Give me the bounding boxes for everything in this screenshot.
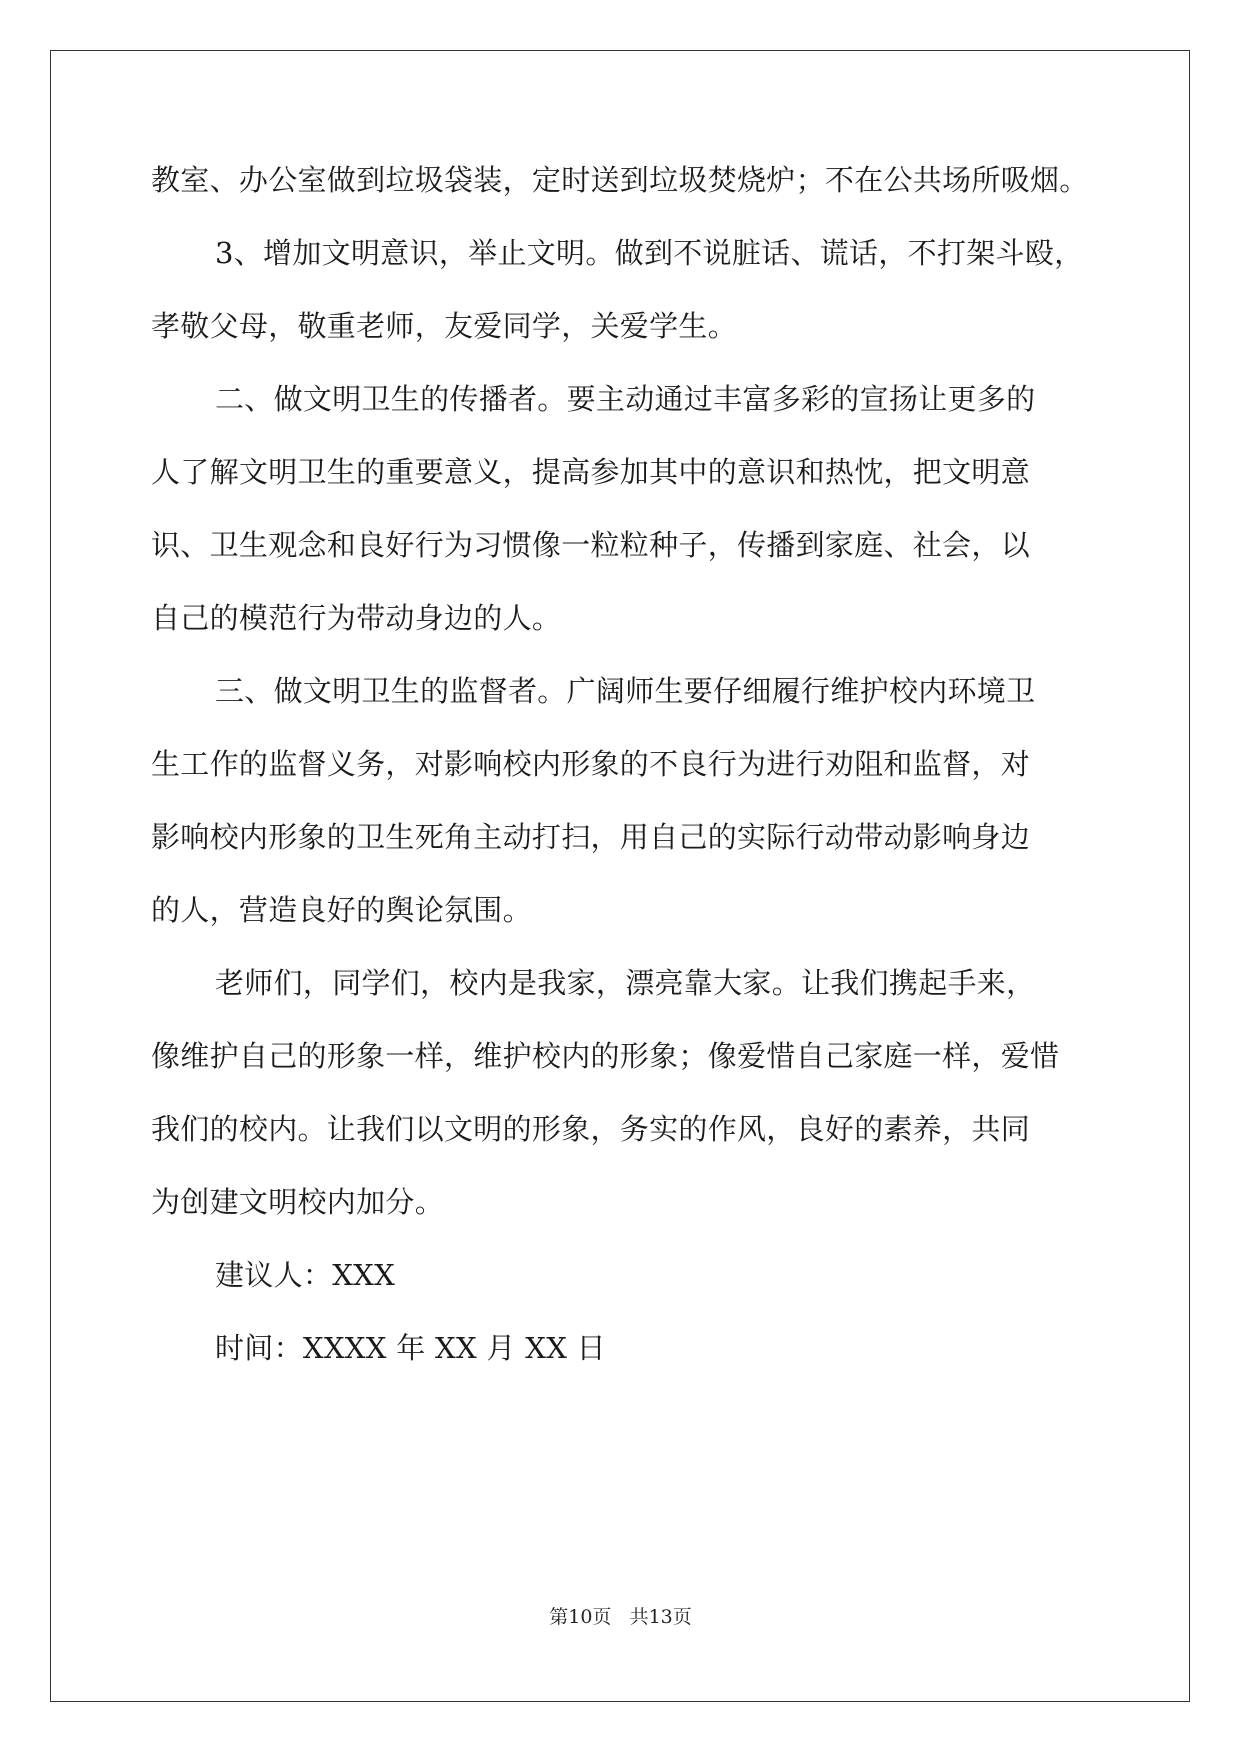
body-line-2: 3、增加文明意识，举止文明。做到不说脏话、谎话，不打架斗殴， [215,236,1084,270]
body-line-13: 像维护自己的形象一样，维护校内的形象；像爱惜自己家庭一样，爱惜 [151,1039,1060,1073]
body-line-4: 二、做文明卫生的传播者。要主动通过丰富多彩的宣扬让更多的 [215,382,1036,416]
signature-proposer: 建议人：XXX [215,1258,396,1292]
body-line-14: 我们的校内。让我们以文明的形象，务实的作风，良好的素养，共同 [151,1112,1031,1146]
body-line-9: 生工作的监督义务，对影响校内形象的不良行为进行劝阻和监督，对 [151,747,1031,781]
body-line-8: 三、做文明卫生的监督者。广阔师生要仔细履行维护校内环境卫 [215,674,1036,708]
page-total: 共13页 [629,1606,692,1628]
body-line-11: 的人，营造良好的舆论氛围。 [151,893,532,927]
body-line-12: 老师们，同学们，校内是我家，漂亮靠大家。让我们携起手来， [215,966,1036,1000]
body-line-7: 自己的模范行为带动身边的人。 [151,601,562,635]
page-number: 第10页 [549,1606,612,1628]
body-line-3: 孝敬父母，敬重老师，友爱同学，关爱学生。 [151,309,738,343]
body-line-5: 人了解文明卫生的重要意义，提高参加其中的意识和热忱，把文明意 [151,455,1031,489]
page-border [50,50,1190,1702]
body-line-15: 为创建文明校内加分。 [151,1185,445,1219]
body-line-6: 识、卫生观念和良好行为习惯像一粒粒种子，传播到家庭、社会，以 [151,528,1031,562]
body-line-10: 影响校内形象的卫生死角主动打扫，用自己的实际行动带动影响身边 [151,820,1031,854]
page-footer [0,1602,1241,1629]
signature-date: 时间：XXXX 年 XX 月 XX 日 [215,1331,606,1365]
body-line-1: 教室、办公室做到垃圾袋装，定时送到垃圾焚烧炉；不在公共场所吸烟。 [151,163,1089,197]
